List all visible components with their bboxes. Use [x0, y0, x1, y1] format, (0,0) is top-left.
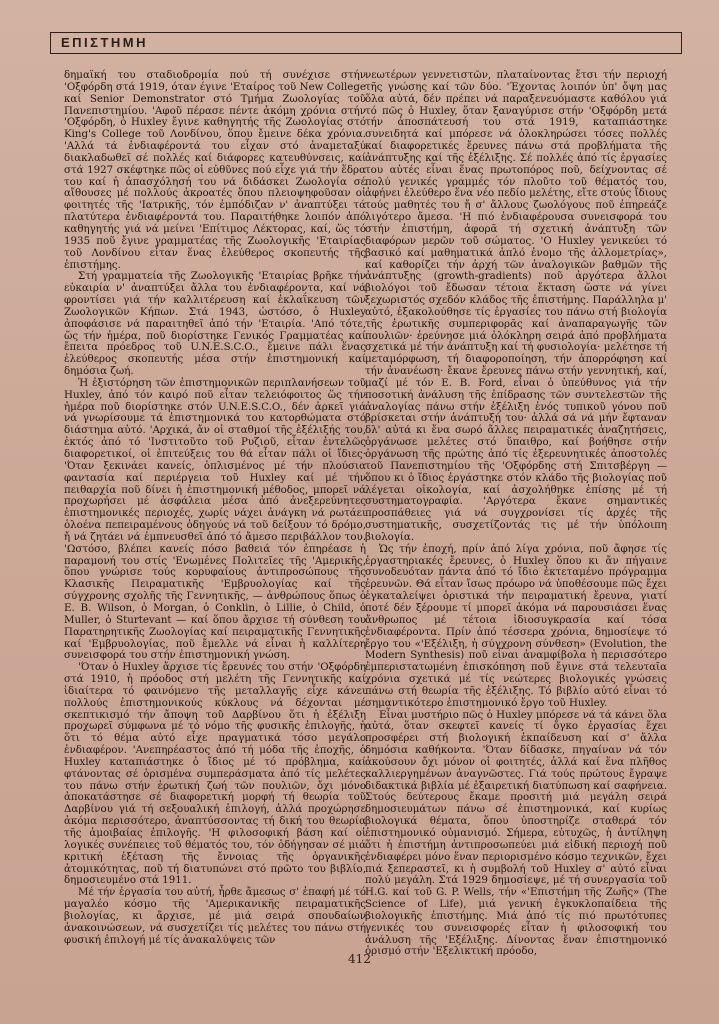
paragraph: Εἶναι μυστήριο πῶς ὁ Huxley μπόρεσε νά τά κάνει ὅλα αὐτά, ὅταν σκεφτεῖ κανείς τί ὄγκο ἐργασίας ἔχει προσφέρει στή βιολογική ἐκπαίδευση καί σ' ἄλλα δημόσια καθήκοντα. 'Όταν δίδασκε, πηγαίναν νά τόν ἀκούσουν ὄχι μόνον οἱ φοιτητές, ἀλλά καί ἕνα πλῆθος καλλιεργημένων ἀναγνῶστες. Γιά τούς πρώτους ἔγραψε διδακτικά βιβλία μέ ἐξαιρετική διατύπωση καί σαφήνεια. Στούς δεύτερους ἔκαμε προσιτή μιά μεγάλη σειρά δημοσιευμάτων πάνω σέ ἐπιστημονικά, καί κυρίως βιολογικά θέματα, ὅπου ὑποστηρίζε σταθερά τόν ἐπιστημονικό οὐμανισμό. Σήμερα, εὐτυχῶς, ἡ ἀντίληψη ὅτι ἡ ἐπιστήμη ἀντιπροσωπεύει μιά εἰδική περιοχή ποῦ ἐνδιαφέρει μόνο ἕναν περιορισμένο κόσμο τεχνικῶν, ἔχει πιά ξεπεραστεῖ, κι ἡ συμβολή τοῦ Huxley σ' αὐτό εἶναι πολύ μεγάλη. Στά 1929 δημοσίεψε, μέ τή συνεργασία τοῦ H.G. καί τοῦ G. P. Wells, τήν «'Επιστήμη τῆς Ζωῆς» (The Science of Life), μιά γενική ἐγκυκλοπαίδεια τῆς βιολογικῆς ἐπιστήμης. Μιά ἀπό τίς πιό πρωτότυπες γενικές του συνεισφορές εἶταν ἡ φιλοσοφική του ἀνάλυση τῆς 'Εξέλιξης. Δίνοντας ἕναν ἐπιστημονικό ὁρισμό στήν 'Εξελικτική πρόοδο,	[365, 708, 667, 958]
paragraph: Ὡς τήν ἐποχή, πρίν ἀπό λίγα χρόνια, ποῦ ἄφησε τίς ἐργαστηριακές ἔρευνες, ὁ Huxley ὅπου κι ἄν πήγαινε συνοδευόταν πάντα ἀπό τό ἴδιο ἐκτεταμένο πρόγραμμα ἐρευνῶν. Θά εἶταν ἴσως πρόωρο νά ὑποθέσουμε πῶς ἔχει ἐγκαταλείψει ὁριστικά τήν πειραματική ἔρευνα, γιατί ποτέ δέν ξέρουμε τί μπορεῖ ἀκόμα νά παρουσιάσει ἕνας ἄνθρωπος μέ τέτοια ἰδιοσυγκρασία καί τόσα ἐνδιαφέροντα. Πρίν ἀπό τέσσερα χρόνια, δημοσίεψε τό ἔργο του «'Εξέλιξη, ἡ σύγχρονη σύνθεση» (Evolution, the Modern Synthesis) ποῦ εἶναι ἀναμφίβολα ἡ περισσότερο ἐμπεριστατωμένη ἐπισκόπηση ποῦ ἔγινε στά τελευταῖα χρόνια σχετικά μέ τίς νεώτερες βιολογικές γνώσεις πάνω στή θεωρία τῆς ἐξέλιξης. Τό βιβλίο αὐτό εἶναι τό σημαντικότερο ἐπιστημονικό ἔργο τοῦ Huxley.	[365, 542, 667, 709]
paragraph: νεωτέρων γεννετιστῶν, πλαταίνοντας ἔτσι τήν περιοχή τῆς γνώσης καί τῶν δύο. 'Έχοντας λοιπόν ὑπ' ὄψη μας ὅλα αὐτά, δέν πρέπει νά παραξενευόμαστε καθόλου γιά τό πῶς ὁ Huxley, ὅταν ξαναγύρισε στήν 'Οξφόρδη μετά τήν ἀποσπάτευσή του στά 1919, καταπιάστηκε συνειδητά καί μπόρεσε νά ὁλοκληρώσει τόσες πολλές καί διαφορετικές ἔρευνες πάνω στά προβλήματα τῆς ἀνάπτυξης καί τῆς ἐξέλιξης. Σέ πολλές ἀπό τίς ἐργασίες του αὐτές εἶναι ἕνας πρωτοπόρος ποῦ, δείχνοντας σέ πολύ γενικές γραμμές τόν πλοῦτο τοῦ θέματός του, ἀφήνει ἐλεύθερο ἕνα νέο πεδίο μελέτης, εἴτε στούς ἴδιους τούς μαθητές του ἤ σ' ἄλλους ζωολόγους ποῦ ἐπηρεάζε λιγότερο ἄμεσα. 'Η πιό ἐνδιαφέρουσα συνεισφορά του στήν ἐπιστήμη, ἀφορᾶ τή σχετική ἀνάπτυξη τῶν διαφόρων μερῶν τοῦ σώματος. 'Ο Huxley γενικεύει τό βασικό καί μαθηματικά ἁπλό ἐνομο τῆς ἀλλομετρίας», καί καθορίζει τήν ἀρχή τῶν ἀναλογικῶν βαθμῶν τῆς ἀνάπτυξης (growth-gradients) ποῦ ἀργότερα ἄλλοι βιολόγοι τοῦ ἔδωσαν τέτοια ἔκταση ὥστε νά γίνει ξεχωριστός σχεδόν κλάδος τῆς ἐπιστήμης. Παράλληλα μ' αὐτό, ἐξακολούθησε τίς ἐργασίες του πάνω στή βιολογία τῆς ἐρωτικῆς συμπεριφορᾶς καί ἀναπαραγωγῆς τῶν πουλιῶν· ἐρεύνησε μιά ὁλόκληρη σειρά ἀπό προβλήματα σχετικά μέ τήν ἀνάπτυξη καί τή φυσιολογία· μελέτησε τή μεταμόρφωση, τή διαφοροποίηση, τήν ἀπορρόφηση καί τήν ἀνανέωση· ἔκανε ἔρευνες πάνω στήν γεννητική, καί, μαζί μέ τόν E. B. Ford, εἶναι ὁ ὑπεύθυνος γιά τήν ποσοτική ἀνάλυση τῆς ἐπίδρασης τῶν συντελεστῶν τῆς ἀναλογίας πάνω στήν ἐξέλιξη ἑνός τυπικοῦ γόνου ποῦ βρίσκεται στήν ἀνάπτυξή του· ἀλλά σά νά μήν ἔφταναν δλ' αὐτά κι ἕνα σωρό ἄλλες πειραματικές ἀναζητήσεις, ὀργάνωσε μελέτες στό ὕπαιθρο, καί βοήθησε στήν ὀργάνωση τῆς πρώτης ἀπό τίς ἐξερευνητικές ἀποστολές τοῦ Πανεπιστημίου τῆς 'Οξφόρδης στή Σπιτσβέργη — ὅπου κι ὁ ἴδιος ἐργάστηκε στόν κλάδο τῆς βιολογίας ποῦ λέγεται οἰκολογία, καί ἀσχολήθηκε ἐπίσης μέ τή συστηματογραφία. 'Αργότερα ἔκανε σημαντικές προσπάθειες γιά νά συγχρονίσει τίς ἀρχές τῆς συστηματικῆς, συσχετίζοντάς τις μέ τήν ὑπόλοιπη βιολογία.	[365, 69, 667, 543]
running-header-title: ΕΠΙΣΤΗΜΗ	[61, 35, 149, 50]
left-column	[64, 70, 366, 950]
paragraph: Ἡ ἐξιστόρηση τῶν ἐπιστημονικῶν περιπλανήσεων τοῦ Huxley, ἀπό τόν καιρό ποῦ εἶταν τελειόφοιτος ὥς τήν ἡμέρα ποῦ διορίστηκε στόν U.N.E.S.C.O., δέν ἀρκεῖ γιά νά γνωρίσουμε τά ἐπιστημονικά του κατορθώματα στό διάστημα αὐτό. 'Αρχικά, ἄν οἱ σταθμοί τῆς ἐξέλιξής του, ἐκτός ἀπό τό 'Ινστιτοῦτο τοῦ Ρυζιοῦ, εἶταν ἐντελῶς διαφορετικοί, οἱ ἐπιτεύξεις του θά εἶταν πάλι οἱ ἴδιες· 'Όταν ξεκινάει κανείς, ὁπλισμένος μέ τήν πλούσια φαντασία καί περιέργεια τοῦ Huxley καί μέ τήν πειθαρχία ποῦ δίνει ἡ ἐπιστημονική μέθοδος, μπορεῖ νά προχωρήσει μέ ἀσφάλεια μέσα ἀπό ἀνεξερεύνητες ἐπιστημονικές περιοχές, χωρίς νάχει ἀνάγκη νά ρωτάει ὁλοένα πεπειραμένους ὁδηγούς νά τοῦ δείξουν τό δρόμο, ἤ νά ζητάει νά ἐμπνευσθεῖ ἀπό τό ἄμεσο περιβάλλον του. 'Ωστόσο, βλέπει κανείς πόσο βαθειά τόν ἐπηρέασε ἡ παραμονή του στίς 'Ενωμένες Πολιτεῖες τῆς 'Αμερικῆς, ὅπου γνώρισε τούς κορυφαίους ἀντιπροσώπους τῆς Κλασικῆς Πειραματικῆς 'Εμβρυολογίας καί τῆς σύγχρονης σχολῆς τῆς Γεννητικῆς, — ἀνθρώπους ὅπως ὁ E. B. Wilson, ὁ Morgan, ὁ Conklin, ὁ Lillie, ὁ Child, ὁ Muller, ὁ Sturtevant — καί ὅπου ἄρχισε τή σύνθεση του Παρατηρητικῆς Ζωολογίας καί πειραματικῆς Γεννητικῆς καί 'Εμβρυολογίας, ποῦ ἔμελλε νά εἶναι ἡ καλλίτερη συνεισφορά του στήν ἐπιστημονική γνώση.	[64, 376, 366, 662]
right-column	[365, 69, 667, 958]
paragraph: δημαϊκή του σταδιοδρομία πού τή συνέχισε στήν 'Οξφόρδη στά 1919, όταν έγινε 'Εταίρος τοῦ New College καί Senior Demonstrator στό Τμήμα Ζωολογίας τοῦ Πανεπιστημίου. 'Αφοῦ πέρασε πέντε ἀκόμη χρόνια στήν 'Οξφόρδη, ὁ Huxley ἔγινε καθηγητής τῆς Ζωολογίας στό King's College τοῦ Λονδίνου, ὅπου ἔμεινε δέκα χρόνια. 'Αλλά τά ἐνδιαφέροντά του εἶχαν στό ἀναμεταξύ διακλαδωθεῖ σέ πολλές καί διάφορες κατευθύνσεις, καί στά 1927 σκέφτηκε πῶς οἱ εὐθῦνες πού εἶχε γιά τήν ἕδρα του καί ἡ ἀπασχόλησή του νά διδάσκει Ζωολογία σέ αἴθουσες μέ πολλούς ἀκροατές ὅπου πλειοψηφοῦσαν οἱ φοιτητές τῆς 'Ιατρικῆς, τόν ἐμπόδιζαν ν' ἀναπτύξει τά πλατύτερα ἐνδιαφέροντά του. Παραιτήθηκε λοιπόν ἀπό καθηγητής γιά νά μείνει 'Επίτιμος Λέκτορας, καί, ὥς τό 1935 ποῦ ἔγινε γραμματέας τῆς Ζωολογικῆς 'Εταιρίας τοῦ Λονδίνου εἶταν ἕνας ἐλεύθερος σκοπευτής τῆς ἐπιστήμης.	[64, 69, 366, 271]
paragraph: Στή γραμματεία τῆς Ζωολογικῆς 'Εταιρίας βρῆκε τήν εὐκαιρία ν' ἀναπτύξει ἄλλα του ἐνδιαφέροντα, καί νά φροντίσει γιά τήν καλλιτέρευση καί ἐκλαΐκευση τῶν Ζωολογικῶν Κήπων. Στά 1943, ὡστόσο, ὁ Huxley ἀποφάσισε νά παραιτηθεῖ ἀπό τήν 'Εταιρία. 'Από τότε, ὥς τήν ἡμέρα, ποῦ διορίστηκε Γενικός Γραμματέας καί ἔπειτα πρόεδρος τοῦ U.N.E.S.C.O., ἔμεινε πάλι ἕνας ἐλεύθερος σκοπευτής μέσα στήν ἐπιστημονική καί δημόσια ζωή.	[64, 270, 366, 378]
paragraph: 'Όταν ὁ Huxley ἄρχισε τίς ἔρευνές του στήν 'Οξφόρδη στά 1910, ἡ πρόοδος στή μελέτη τῆς Γεννητικῆς καί ἰδιαίτερα τό φαινόμενο τῆς μεταλλαγῆς εἶχε κάνει πολλούς ἐπιστημονικούς κύκλους νά δέχονται μέ σκεπτικισμό τήν ἄποψη τοῦ Δαρβίνου ὅτι ἡ ἐξέλιξη προχωρεῖ σύμφωνα μέ τό νόμο τῆς φυσικῆς ἐπιλογῆς, ἡ ὅτι τό θέμα αὐτό εἶχε πραγματικά τόσο μεγάλο ἐνδιαφέρον. 'Ανεπηρέαστος ἀπό τή μόδα τῆς ἐποχῆς, ὁ Huxley καταπιάστηκε ὁ ἴδιος μέ τό πρόβλημα, καί φτάνοντας σέ ὁρισμένα συμπεράσματα ἀπό τίς μελέτες του πάνω στήν ἐρωτική ζωή τῶν πουλιῶν, ὄχι μόνο ἀποκατάστησε σέ διαφορετική μορφή τή θεωρία τοῦ Δαρβίνου γιά τή σεξουαλική ἐπιλογή, ἀλλά προχώρησε ἀκόμα περισσότερο, ἀναπτύσσοντας τή δική του θεωρία τῆς ἀμοιβαίας ἐπιλογῆς. 'Η φιλοσοφική βάση καί οἱ λογικές συνέπειες τοῦ θέματός του, τόν ὁδήγησαν σέ μιά κριτική ἐξέταση τῆς ἔννοιας τῆς ὀργανικῆς ἀτομικότητας, ποῦ τή διατυπώνει στό πρῶτο του βιβλίο, δημοσιευμένο στά 1911.	[64, 661, 366, 887]
page-number: 412	[348, 952, 371, 966]
running-header-box	[50, 32, 682, 54]
paragraph: Μέ τήν ἐργασία του αὐτή, ἦρθε ἄμεσως σ' ἐπαφή μέ τό μαγαλέο κόσμο τῆς 'Αμερικανικῆς πειραματικῆς βιολογίας, κι ἄρχισε, μέ μιά σειρά σπουδαίων ἀνακοινώσεων, νά συσχετίζει τίς μελέτες του πάνω στή φυσική ἐπιλογή μέ τίς ἀνακαλύψεις τῶν	[64, 886, 366, 946]
